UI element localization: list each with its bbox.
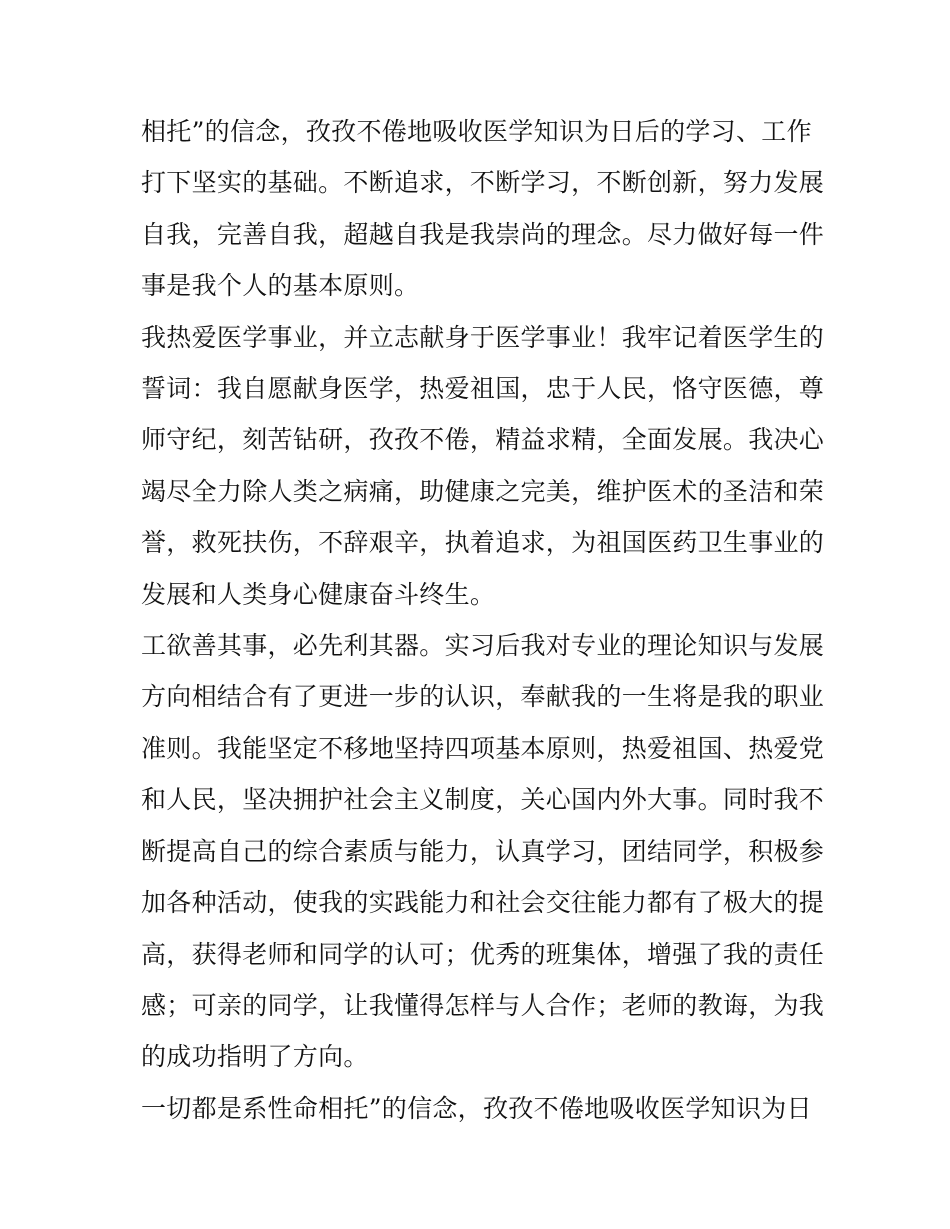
text-line: 竭尽全力除人类之病痛，助健康之完美，维护医术的圣洁和荣 (141, 476, 825, 506)
text-line: 师守纪，刻苦钻研，孜孜不倦，精益求精，全面发展。我决心 (141, 425, 825, 455)
text-line: 一切都是系性命相托”的信念，孜孜不倦地吸收医学知识为日 (141, 1093, 812, 1123)
text-line: 断提高自己的综合素质与能力，认真学习，团结同学，积极参 (141, 836, 825, 866)
text-line: 方向相结合有了更进一步的认识，奉献我的一生将是我的职业 (141, 682, 825, 712)
paragraph-1 (141, 106, 825, 312)
text-line: 和人民，坚决拥护社会主义制度，关心国内外大事。同时我不 (141, 785, 825, 815)
text-line: 的成功指明了方向。 (141, 1042, 369, 1072)
text-line: 打下坚实的基础。不断追求，不断学习，不断创新，努力发展 (141, 168, 825, 198)
text-line: 誓词：我自愿献身医学，热爱祖国，忠于人民，恪守医德，尊 (141, 374, 825, 404)
text-line: 自我，完善自我，超越自我是我崇尚的理念。尽力做好每一件 (141, 219, 825, 249)
text-line: 高，获得老师和同学的认可；优秀的班集体，增强了我的责任 (141, 939, 825, 969)
paragraph-2 (141, 312, 825, 620)
text-line: 事是我个人的基本原则。 (141, 271, 420, 301)
text-line: 相托”的信念，孜孜不倦地吸收医学知识为日后的学习、工作 (141, 117, 812, 146)
text-line: 感；可亲的同学，让我懂得怎样与人合作；老师的教诲，为我 (141, 990, 825, 1020)
text-line: 誉，救死扶伤，不辞艰辛，执着追求，为祖国医药卫生事业的 (141, 528, 825, 558)
paragraph-3 (141, 620, 825, 1083)
text-line: 发展和人类身心健康奋斗终生。 (141, 579, 496, 609)
text-line: 准则。我能坚定不移地坚持四项基本原则，热爱祖国、热爱党 (141, 733, 825, 763)
document-body (141, 106, 825, 1134)
text-line: 我热爱医学事业，并立志献身于医学事业！我牢记着医学生的 (141, 322, 825, 352)
text-line: 加各种活动，使我的实践能力和社会交往能力都有了极大的提 (141, 888, 825, 918)
paragraph-4 (141, 1083, 821, 1134)
text-line: 工欲善其事，必先利其器。实习后我对专业的理论知识与发展 (141, 631, 825, 661)
